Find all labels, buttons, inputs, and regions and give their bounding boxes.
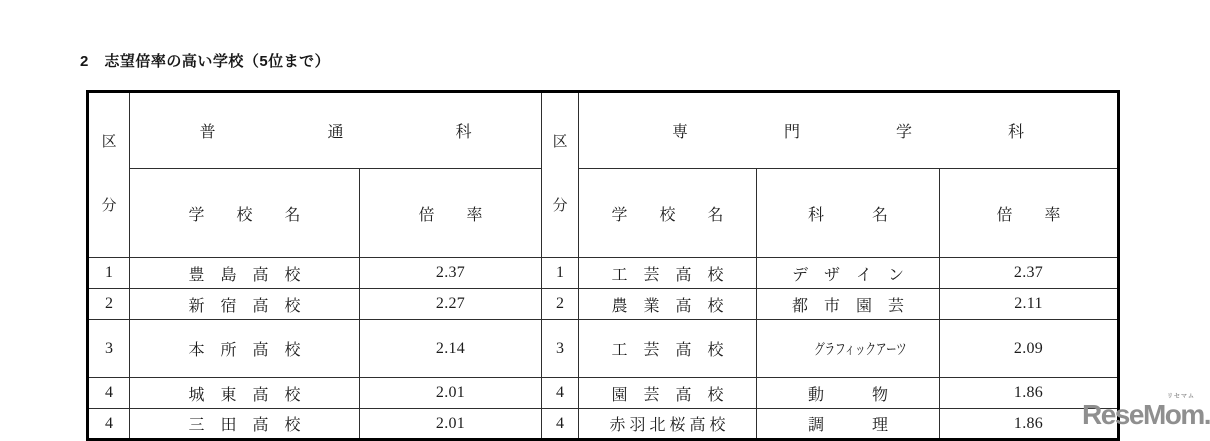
rank-cell: 4 <box>542 378 579 409</box>
ratio-cell: 1.86 <box>940 378 1119 409</box>
school-name-cell: 新 宿 高 校 <box>130 289 360 320</box>
rank-cell: 4 <box>88 409 130 440</box>
corner-label-ku: 区 <box>101 134 117 150</box>
rank-cell: 4 <box>88 378 130 409</box>
resemom-logo <box>1082 393 1210 431</box>
ratio-cell: 2.01 <box>360 409 542 440</box>
dept-name-cell: デ ザ イ ン <box>757 258 940 289</box>
ranking-table <box>86 90 1120 441</box>
ratio-cell: 2.37 <box>940 258 1119 289</box>
column-header-ratio-left: 倍 率 <box>360 169 542 258</box>
school-name-cell: 園 芸 高 校 <box>579 378 757 409</box>
corner-label-bun: 分 <box>101 198 117 214</box>
corner-label-ku: 区 <box>552 134 568 150</box>
ratio-cell: 2.11 <box>940 289 1119 320</box>
corner-label-bun: 分 <box>552 198 568 214</box>
ratio-cell: 2.14 <box>360 320 542 378</box>
logo-kana-label: リセマム <box>1167 394 1195 400</box>
header-row-group <box>88 92 1119 169</box>
column-header-school-left: 学 校 名 <box>130 169 360 258</box>
dept-name-cell: 調 理 <box>757 409 940 440</box>
dept-name-cell: 都 市 園 芸 <box>757 289 940 320</box>
rank-cell: 2 <box>542 289 579 320</box>
school-name-cell: 農 業 高 校 <box>579 289 757 320</box>
school-name-cell: 豊 島 高 校 <box>130 258 360 289</box>
header-row-columns <box>88 169 1119 258</box>
rank-cell: 1 <box>88 258 130 289</box>
column-header-school-right: 学 校 名 <box>579 169 757 258</box>
school-name-cell: 三 田 高 校 <box>130 409 360 440</box>
logo-text: ReseMom <box>1082 399 1204 430</box>
dept-name-cell <box>757 320 940 378</box>
group-header-specialized-course: 専 門 学 科 <box>579 92 1119 169</box>
ratio-cell: 1.86 <box>940 409 1119 440</box>
column-header-dept-right: 科 名 <box>757 169 940 258</box>
table-row <box>88 289 1119 320</box>
dept-name-cell: 動 物 <box>757 378 940 409</box>
column-header-ratio-right: 倍 率 <box>940 169 1119 258</box>
school-name-cell: 工 芸 高 校 <box>579 320 757 378</box>
corner-cell-right <box>542 92 579 258</box>
rank-cell: 3 <box>542 320 579 378</box>
logo-wordmark <box>1082 401 1210 429</box>
page-title: 2 志望倍率の高い学校（5位まで） <box>80 53 331 70</box>
ratio-cell: 2.01 <box>360 378 542 409</box>
rank-cell: 2 <box>88 289 130 320</box>
logo-period: . <box>1203 399 1210 430</box>
table-row <box>88 320 1119 378</box>
ratio-cell: 2.27 <box>360 289 542 320</box>
group-header-general-course: 普 通 科 <box>130 92 542 169</box>
table-row <box>88 258 1119 289</box>
school-name-cell: 城 東 高 校 <box>130 378 360 409</box>
corner-cell-left <box>88 92 130 258</box>
table-row <box>88 409 1119 440</box>
ratio-cell: 2.09 <box>940 320 1119 378</box>
school-name-cell: 工 芸 高 校 <box>579 258 757 289</box>
table-row <box>88 378 1119 409</box>
school-name-cell: 赤 羽 北 桜 高 校 <box>579 409 757 440</box>
school-name-cell: 本 所 高 校 <box>130 320 360 378</box>
rank-cell: 3 <box>88 320 130 378</box>
ratio-cell: 2.37 <box>360 258 542 289</box>
dept-name-condensed: グラフィックアーツ <box>813 342 907 358</box>
rank-cell: 4 <box>542 409 579 440</box>
rank-cell: 1 <box>542 258 579 289</box>
